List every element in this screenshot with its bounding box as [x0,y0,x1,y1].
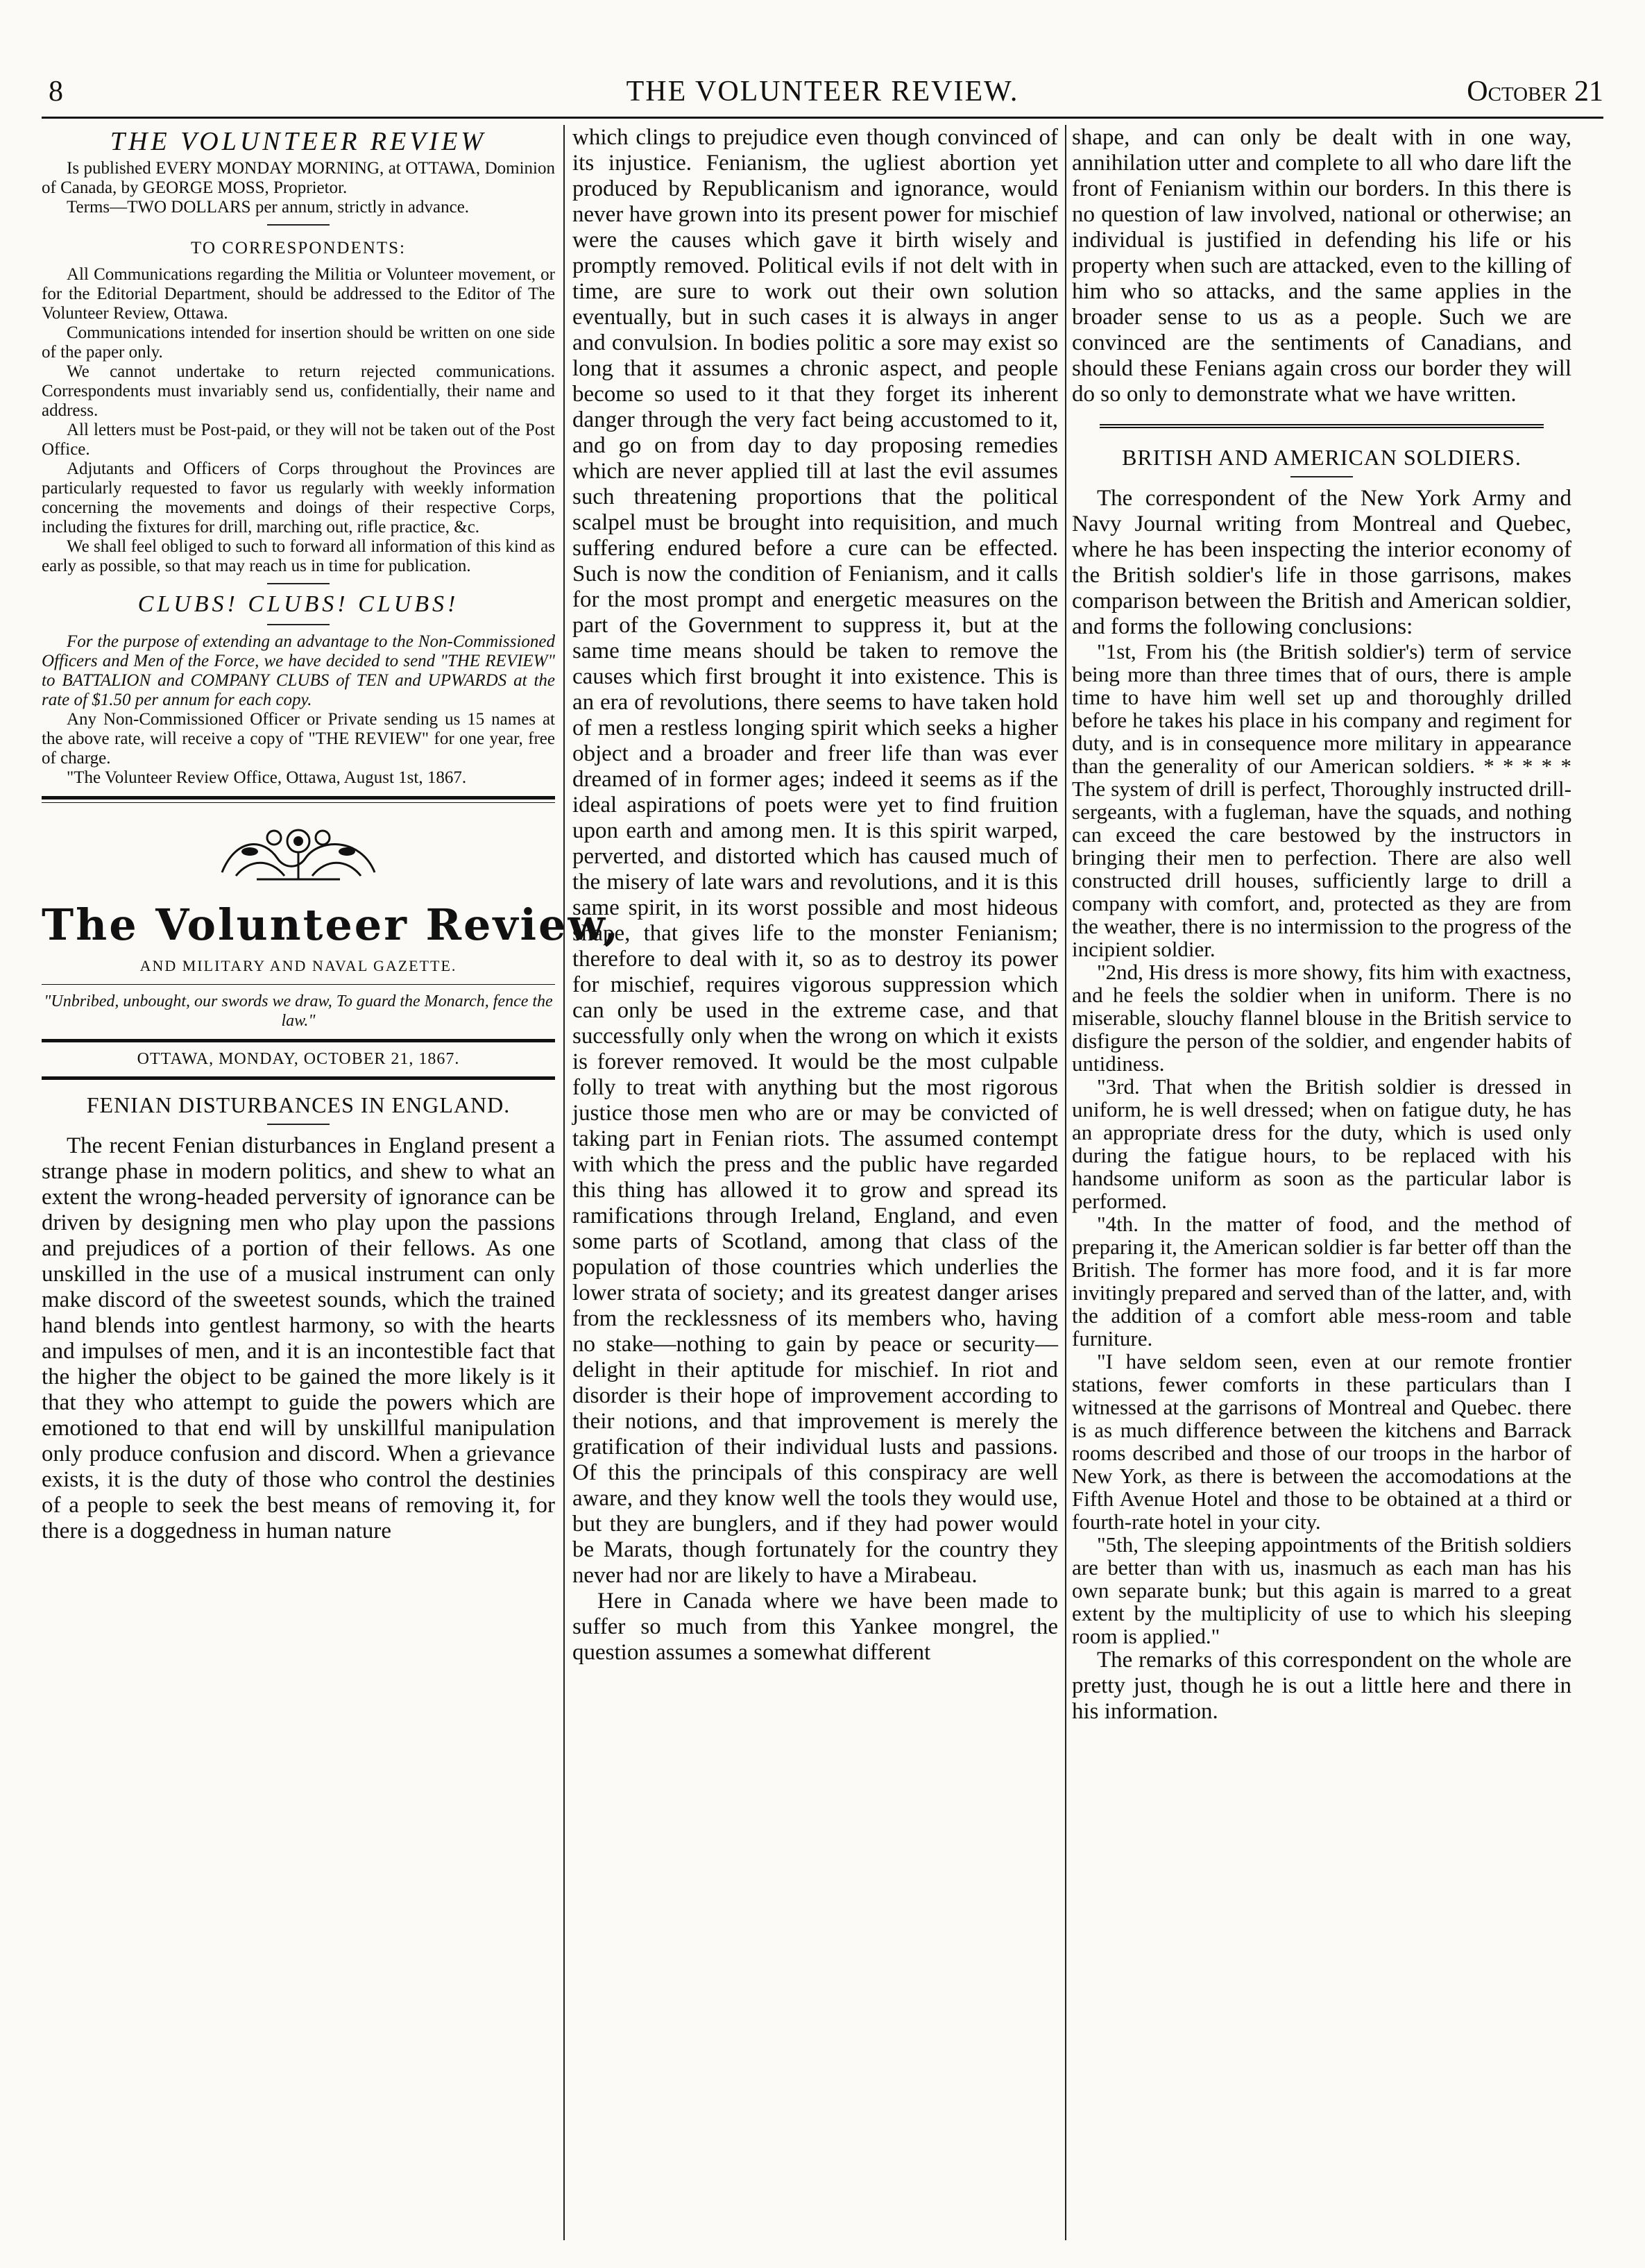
correspondents-paragraph: We cannot undertake to return rejected communications. Correspondents must invariably send us, confidentially, their name and address. [42,362,555,420]
header-rule [42,117,1603,119]
page-header [42,75,1603,117]
divider [267,224,330,226]
quoted-paragraph: "5th, The sleeping appointments of the British soldiers are better than with us, inasmuch as each man has his own separate bunk; but this again is marred to a great extent by the multiplicity of use to which his sleeping room is applied." [1072,1532,1571,1648]
correspondents-paragraph: Communications intended for insertion should be written on one side of the paper only. [42,323,555,362]
issue-dateline: OTTAWA, MONDAY, OCTOBER 21, 1867. [137,1050,460,1068]
correspondents-paragraph: All Communications regarding the Militia or Volunteer movement, or for the Editorial Department, should be addressed to the Editor of The Volunteer Review, Ottawa. [42,265,555,323]
newspaper-flag: The Volunteer Review, [42,899,621,950]
divider [1290,476,1353,477]
correspondents-paragraph: Adjutants and Officers of Corps throughout the Provinces are particularly requested to favor us regularly with weekly information concerning the movements and doings of their respective Corps, including the fixtures for drill, marching out, rifle practice, &c. [42,459,555,536]
publishing-info: Is published EVERY MONDAY MORNING, at OTTAWA, Dominion of Canada, by GEORGE MOSS, Proprietor. [42,159,555,197]
article-closing: The remarks of this correspondent on the whole are pretty just, though he is out a little here and there in his information. [1072,1648,1571,1724]
thick-rule [42,796,555,799]
correspondents-paragraph: All letters must be Post-paid, or they will not be taken out of the Post Office. [42,421,555,459]
column-2 [572,125,1058,2240]
article-paragraph: Here in Canada where we have been made to suffer so much from this Yankee mongrel, the question assumes a somewhat different [572,1589,1058,1665]
quoted-paragraph: "2nd, His dress is more showy, fits him with exactness, and he feels the soldier when in uniform. There is no miserable, slouchy flannel blouse in the British service to disfigure the person of the soldier, and engender habits of untidiness. [1072,960,1571,1076]
quoted-paragraph: "1st, From his (the British soldier's) term of service being more than three times that of ours, there is ample time to have him well set up and thoroughly drilled before he takes his place in his company and regiment for duty, and is in consequence more military in appearance than the generality of our American soldiers. * * * * * The system of drill is perfect, Thoroughly instructed drill-sergeants, with a fugleman, have the squads, and nothing can exceed the care bestowed by the instructors in bringing their men to perfection. There are also well constructed drill houses, sufficiently large to drill a company with comfort, and, protected as they are from the weather, there is no intermission to the progress of the incipient soldier. [1072,639,1571,961]
flag-subtitle: AND MILITARY AND NAVAL GAZETTE. [139,957,457,974]
motto: "Unbribed, unbought, our swords we draw, To guard the Monarch, fence the law." [44,992,553,1030]
column-1 [42,125,621,2240]
running-title: THE VOLUNTEER REVIEW. [626,76,1019,108]
divider [267,1124,330,1125]
masthead-title: THE VOLUNTEER REVIEW [110,127,487,156]
section-rule [1100,424,1544,428]
quoted-paragraph: "I have seldom seen, even at our remote frontier stations, fewer comforts in these particulars than I witnessed at the garrisons of Montreal and Quebec. there is as much difference between the kitchens and Barrack rooms described and those of our troops in the harbor of New York, as there is between the accomodations at the Fifth Avenue Hotel and those to be obtained at a third or fourth-rate hotel in your city. [1072,1349,1571,1534]
correspondents-paragraph: We shall feel obliged to such to forward all information of this kind as early as possible, so that may reach us in time for publication. [42,537,555,575]
article-paragraph: shape, and can only be dealt with in one way, annihilation utter and complete to all who dare lift the front of Fenianism within our borders. In this there is no question of law involved, national or otherwise; an individual is justified in defending his life or his property when such are attacked, even to the killing of him who so attacks, and the same applies in the broader sense to us as a people. Such we are convinced are the sentiments of Canadians, and should these Fenians again cross our border they will do so only to demonstrate what we have written. [1072,125,1571,407]
article-paragraph: which clings to prejudice even though convinced of its injustice. Fenianism, the ugliest abortion yet produced by Republicanism and ignorance, would never have grown into its present power for mischief were the causes which gave it birth wisely and promptly removed. Political evils if not delt with in time, are sure to work out their own solution eventually, but in such cases it is always in anger and convulsion. In bodies politic a sore may exist so long that it assumes a chronic aspect, and people become so used to it that they forget its inherent danger through the very fact being accustomed to it, and go on from day to day proposing remedies which are never applied till at last the evil assumes such threatening proportions that the political scalpel must be brought into requisition, and much suffering endured before a cure can be effected. Such is now the condition of Fenianism, and it calls for the most prompt and energetic measures on the part of the Government to suppress it, but at the same time means should be taken to remove the causes which first brought it into existence. This is an era of revolutions, there seems to have taken hold of men a restless longing spirit which seeks a higher object and a broader and freer life than was ever dreamed of in former ages; indeed it seems as if the ideal aspirations of poets were yet to find fruition upon earth and among men. It is this spirit warped, perverted, and distorted which has caused much of the misery of late wars and revolutions, and it is this same spirit, in its worst possible and most hideous shape, that gives life to the monster Fenianism; therefore to deal with it, so as to destroy its power for mischief, requires vigorous suppression which can only be used in the extreme case, and that successfully only when the wrong on which it exists is forever removed. It would be the most culpable folly to treat with anything but the most rigorous justice those men who are or may be convicted of taking part in Fenian riots. The assumed contempt with which the press and the public have regarded this thing has allowed it to grow and spread its ramifications through Ireland, England, and even some parts of Scotland, among that class of the population of those countries which underlies the lower strata of society; and its greatest danger arises from the recklessness of its members who, having no stake—nothing to gain by peace or security—delight in their aptitude for mischief. In riot and disorder is their hope of improvement according to their notions, and that improvement is merely the gratification of their individual lusts and passions. Of this the principals of this conspiracy are well aware, and they know well the tools they would use, but they are bunglers, and if they had power would be Marats, though fortunately for the country they never had nor are likely to have a Mirabeau. [572,125,1058,1588]
clubs-heading: CLUBS! CLUBS! CLUBS! [137,591,459,617]
quoted-paragraph: "3rd. That when the British soldier is dressed in uniform, he is well dressed; when on fatigue duty, he has an appropriate dress for the duty, which is used only during the fatigue hours, to be replaced with his handsome uniform as soon as the particular labor is performed. [1072,1074,1571,1213]
header-date: October 21 [1467,76,1603,108]
article-headline: FENIAN DISTURBANCES IN ENGLAND. [86,1092,511,1117]
article-headline: BRITISH AND AMERICAN SOLDIERS. [1122,445,1522,470]
article-intro: The correspondent of the New York Army and Navy Journal writing from Montreal and Quebec, where he has been inspecting the interior economy of the British soldier's life in those garrisons, makes comparison between the British and American soldier, and forms the following conclusions: [1072,486,1571,639]
quoted-paragraph: "4th. In the matter of food, and the method of preparing it, the American soldier is far better off than the British. The former has more food, and it is far more invitingly prepared and served than of the latter, and, with the addition of a comfort able mess-room and table furniture. [1072,1212,1571,1351]
column-rule [563,125,565,2240]
office-signature: "The Volunteer Review Office, Ottawa, August 1st, 1867. [67,768,467,787]
thick-rule [42,1039,555,1042]
correspondents-heading: TO CORRESPONDENTS: [191,239,406,257]
divider [267,624,330,625]
column-3 [1072,125,1571,2240]
thin-rule [42,984,555,985]
column-rule [1065,125,1066,2240]
clubs-paragraph: Any Non-Commissioned Officer or Private sending us 15 names at the above rate, will receive a copy of "THE REVIEW" for one year, free of charge. [42,710,555,768]
thin-rule [42,802,555,803]
thick-rule [42,1076,555,1080]
article-paragraph: The recent Fenian disturbances in England present a strange phase in modern politics, and shew to what an extent the wrong-headed perversity of ignorance can be driven by designing men who play upon the passions and prejudices of a portion of their fellows. As one unskilled in the use of a musical instrument can only make discord of the sweetest sounds, which the trained hand blends into gentlest harmony, so with the hearts and impulses of men, and it is an incontestible fact that the higher the object to be gained the more likely is it that they who attempt to guide the powers which are emotioned to that end will by unskillful manipulation only produce confusion and discord. When a grievance exists, it is the duty of those who control the destinies of a people to seek the best means of removing it, for there is a doggedness in human nature [42,1133,555,1543]
divider [267,583,330,584]
clubs-paragraph: For the purpose of extending an advantage to the Non-Commissioned Officers and Men of the Force, we have decided to send "THE REVIEW" to BATTALION and COMPANY CLUBS of TEN and UPWARDS at the rate of $1.50 per annum for each copy. [42,632,555,709]
floral-ornament-icon [208,810,389,893]
page-number: 8 [49,76,63,108]
subscription-terms: Terms—TWO DOLLARS per annum, strictly in advance. [67,198,470,217]
